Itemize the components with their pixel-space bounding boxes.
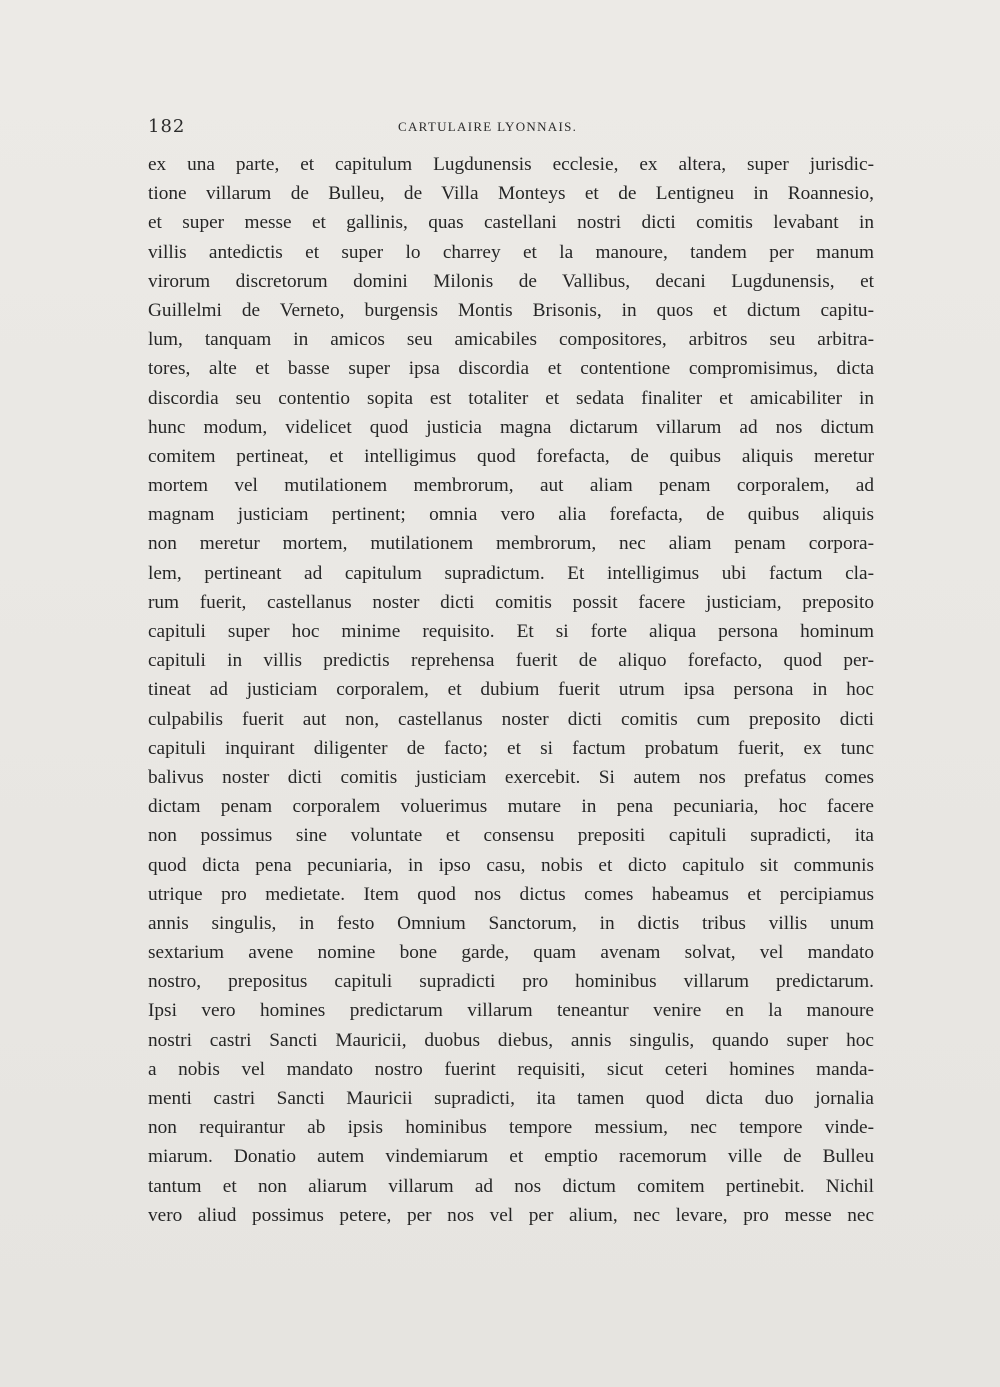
text-line: dictam penam corporalem voluerimus mutare in pena pecuniaria, hoc facere — [148, 796, 874, 818]
text-line: non meretur mortem, mutilationem membrorum, nec aliam penam corpora- — [148, 533, 874, 555]
text-line: non requirantur ab ipsis hominibus tempore messium, nec tempore vinde- — [148, 1117, 874, 1139]
text-line: quod dicta pena pecuniaria, in ipso casu, nobis et dicto capitulo sit communis — [148, 854, 874, 876]
text-line: capituli super hoc minime requisito. Et si forte aliqua persona hominum — [148, 621, 874, 642]
text-line: a nobis vel mandato nostro fuerint requisiti, sicut ceteri homines manda- — [148, 1058, 874, 1080]
text-line: annis singulis, in festo Omnium Sanctorum, in dictis tribus villis unum — [148, 912, 874, 934]
body-text — [148, 150, 874, 1230]
running-head: CARTULAIRE LYONNAIS. — [398, 119, 578, 134]
text-line: tineat ad justiciam corporalem, et dubium fuerit utrum ipsa persona in hoc — [148, 679, 874, 701]
text-line: hunc modum, videlicet quod justicia magna dictarum villarum ad nos dictum — [148, 416, 874, 438]
text-line: balivus noster dicti comitis justiciam exercebit. Si autem nos prefatus comes — [148, 766, 874, 788]
text-line: lum, tanquam in amicos seu amicabiles compositores, arbitros seu arbitra- — [148, 329, 874, 351]
text-line: vero aliud possimus petere, per nos vel per alium, nec levare, pro messe nec — [148, 1204, 874, 1226]
text-line: virorum discretorum domini Milonis de Vallibus, decani Lugdunensis, et — [148, 270, 874, 292]
text-line: capituli in villis predictis reprehensa fuerit de aliquo forefacto, quod per- — [148, 650, 874, 672]
page-number: 182 — [148, 116, 186, 137]
text-line: capituli inquirant diligenter de facto; et si factum probatum fuerit, ex tunc — [148, 737, 874, 759]
page-header — [148, 116, 874, 140]
text-line: mortem vel mutilationem membrorum, aut aliam penam corporalem, ad — [148, 475, 874, 497]
text-line: magnam justiciam pertinent; omnia vero alia forefacta, de quibus aliquis — [148, 504, 874, 526]
text-line: tione villarum de Bulleu, de Villa Monteys et de Lentigneu in Roannesio, — [148, 183, 874, 205]
text-line: villis antedictis et super lo charrey et la manoure, tandem per manum — [148, 241, 874, 263]
text-line: menti castri Sancti Mauricii supradicti, ita tamen quod dicta duo jornalia — [148, 1088, 874, 1109]
text-line: miarum. Donatio autem vindemiarum et emptio racemorum ville de Bulleu — [148, 1146, 874, 1168]
text-line: lem, pertineant ad capitulum supradictum. Et intelligimus ubi factum cla- — [148, 562, 874, 584]
text-line: sextarium avene nomine bone garde, quam avenam solvat, vel mandato — [148, 942, 874, 964]
text-line: utrique pro medietate. Item quod nos dictus comes habeamus et percipiamus — [148, 883, 874, 905]
text-line: tantum et non aliarum villarum ad nos dictum comitem pertinebit. Nichil — [148, 1175, 874, 1197]
text-line: tores, alte et basse super ipsa discordia et contentione compromisimus, dicta — [148, 358, 874, 380]
text-line: culpabilis fuerit aut non, castellanus noster dicti comitis cum preposito dicti — [148, 708, 874, 730]
text-line: discordia seu contentio sopita est totaliter et sedata finaliter et amicabiliter in — [148, 387, 874, 409]
text-line: Guillelmi de Verneto, burgensis Montis Brisonis, in quos et dictum capitu- — [148, 299, 874, 321]
text-line: comitem pertineat, et intelligimus quod forefacta, de quibus aliquis meretur — [148, 445, 874, 467]
text-line: nostri castri Sancti Mauricii, duobus diebus, annis singulis, quando super hoc — [148, 1029, 874, 1051]
text-line: ex una parte, et capitulum Lugdunensis ecclesie, ex altera, super jurisdic- — [148, 154, 874, 175]
text-line: nostro, prepositus capituli supradicti pro hominibus villarum predictarum. — [148, 971, 874, 993]
text-line: non possimus sine voluntate et consensu prepositi capituli supradicti, ita — [148, 825, 874, 847]
text-line: Ipsi vero homines predictarum villarum teneantur venire en la manoure — [148, 1000, 874, 1022]
text-line: et super messe et gallinis, quas castellani nostri dicti comitis levabant in — [148, 212, 874, 234]
text-line: rum fuerit, castellanus noster dicti comitis possit facere justiciam, preposito — [148, 591, 874, 613]
